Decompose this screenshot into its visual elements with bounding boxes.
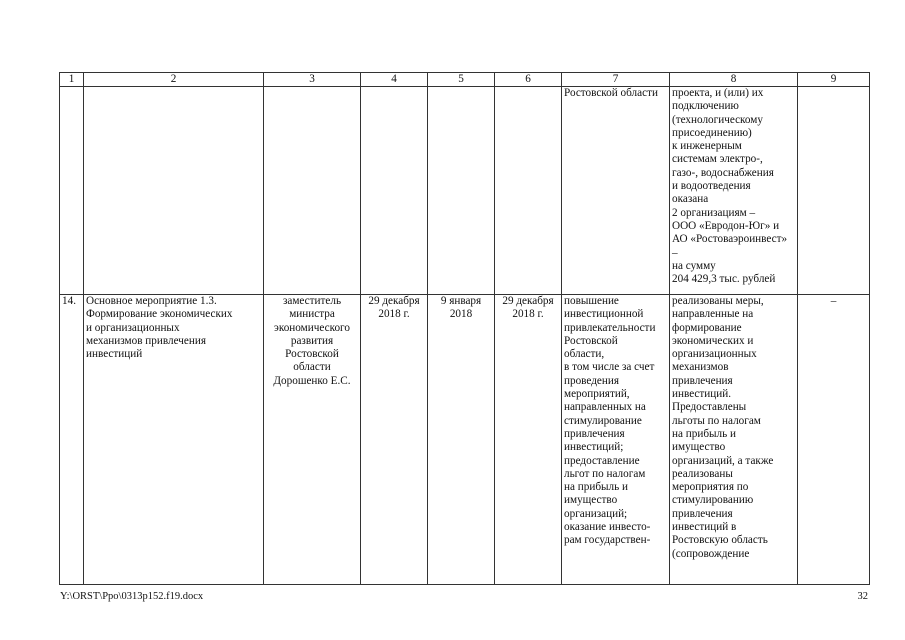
row1-responsible bbox=[264, 87, 361, 295]
row1-number bbox=[60, 87, 84, 295]
row2-responsible: заместитель министра экономического развития Ростовской области Дорошенко Е.С. bbox=[264, 295, 361, 585]
row2-notes: – bbox=[798, 295, 870, 585]
row2-start-date: 9 января 2018 bbox=[428, 295, 495, 585]
header-col-9: 9 bbox=[798, 73, 870, 87]
header-col-8: 8 bbox=[670, 73, 798, 87]
row1-planned-date bbox=[361, 87, 428, 295]
row1-notes bbox=[798, 87, 870, 295]
header-col-4: 4 bbox=[361, 73, 428, 87]
footer-page-number: 32 bbox=[857, 591, 868, 602]
row2-end-date: 29 декабря 2018 г. bbox=[495, 295, 562, 585]
header-col-2: 2 bbox=[84, 73, 264, 87]
row1-actual-result: проекта, и (или) их подключению (технологическому присоединению) к инженерным системам электро-, газо-, водоснабжения и водоотведения оказана 2 организациям – ООО «Евродон-Юг» и АО «Ростоваэроинвест» – на сумму 204 429,3 тыс. рублей bbox=[670, 87, 798, 295]
table-row bbox=[60, 295, 870, 585]
row2-planned-date: 29 декабря 2018 г. bbox=[361, 295, 428, 585]
row1-event bbox=[84, 87, 264, 295]
header-col-5: 5 bbox=[428, 73, 495, 87]
header-col-6: 6 bbox=[495, 73, 562, 87]
header-col-7: 7 bbox=[562, 73, 670, 87]
row1-start-date bbox=[428, 87, 495, 295]
header-col-1: 1 bbox=[60, 73, 84, 87]
table-row bbox=[60, 87, 870, 295]
report-table bbox=[59, 72, 870, 585]
row2-event: Основное мероприятие 1.3. Формирование экономических и организационных механизмов привлечения инвестиций bbox=[84, 295, 264, 585]
row1-expected-result: Ростовской области bbox=[562, 87, 670, 295]
footer-file-path: Y:\ORST\Ppo\0313p152.f19.docx bbox=[60, 591, 204, 602]
table-header-row bbox=[60, 73, 870, 87]
row2-number: 14. bbox=[60, 295, 84, 585]
row1-end-date bbox=[495, 87, 562, 295]
row2-expected-result: повышение инвестиционной привлекательности Ростовской области, в том числе за счет проведения мероприятий, направленных на стимулирование привлечения инвестиций; предоставление льгот по налогам на прибыль и имущество организаций; оказание инвесто- рам государствен- bbox=[562, 295, 670, 585]
header-col-3: 3 bbox=[264, 73, 361, 87]
row2-actual-result: реализованы меры, направленные на формирование экономических и организационных механизмов привлечения инвестиций. Предоставлены льготы по налогам на прибыль и имущество организаций, а также реализованы мероприятия по стимулированию привлечения инвестиций в Ростовскую область (сопровождение bbox=[670, 295, 798, 585]
